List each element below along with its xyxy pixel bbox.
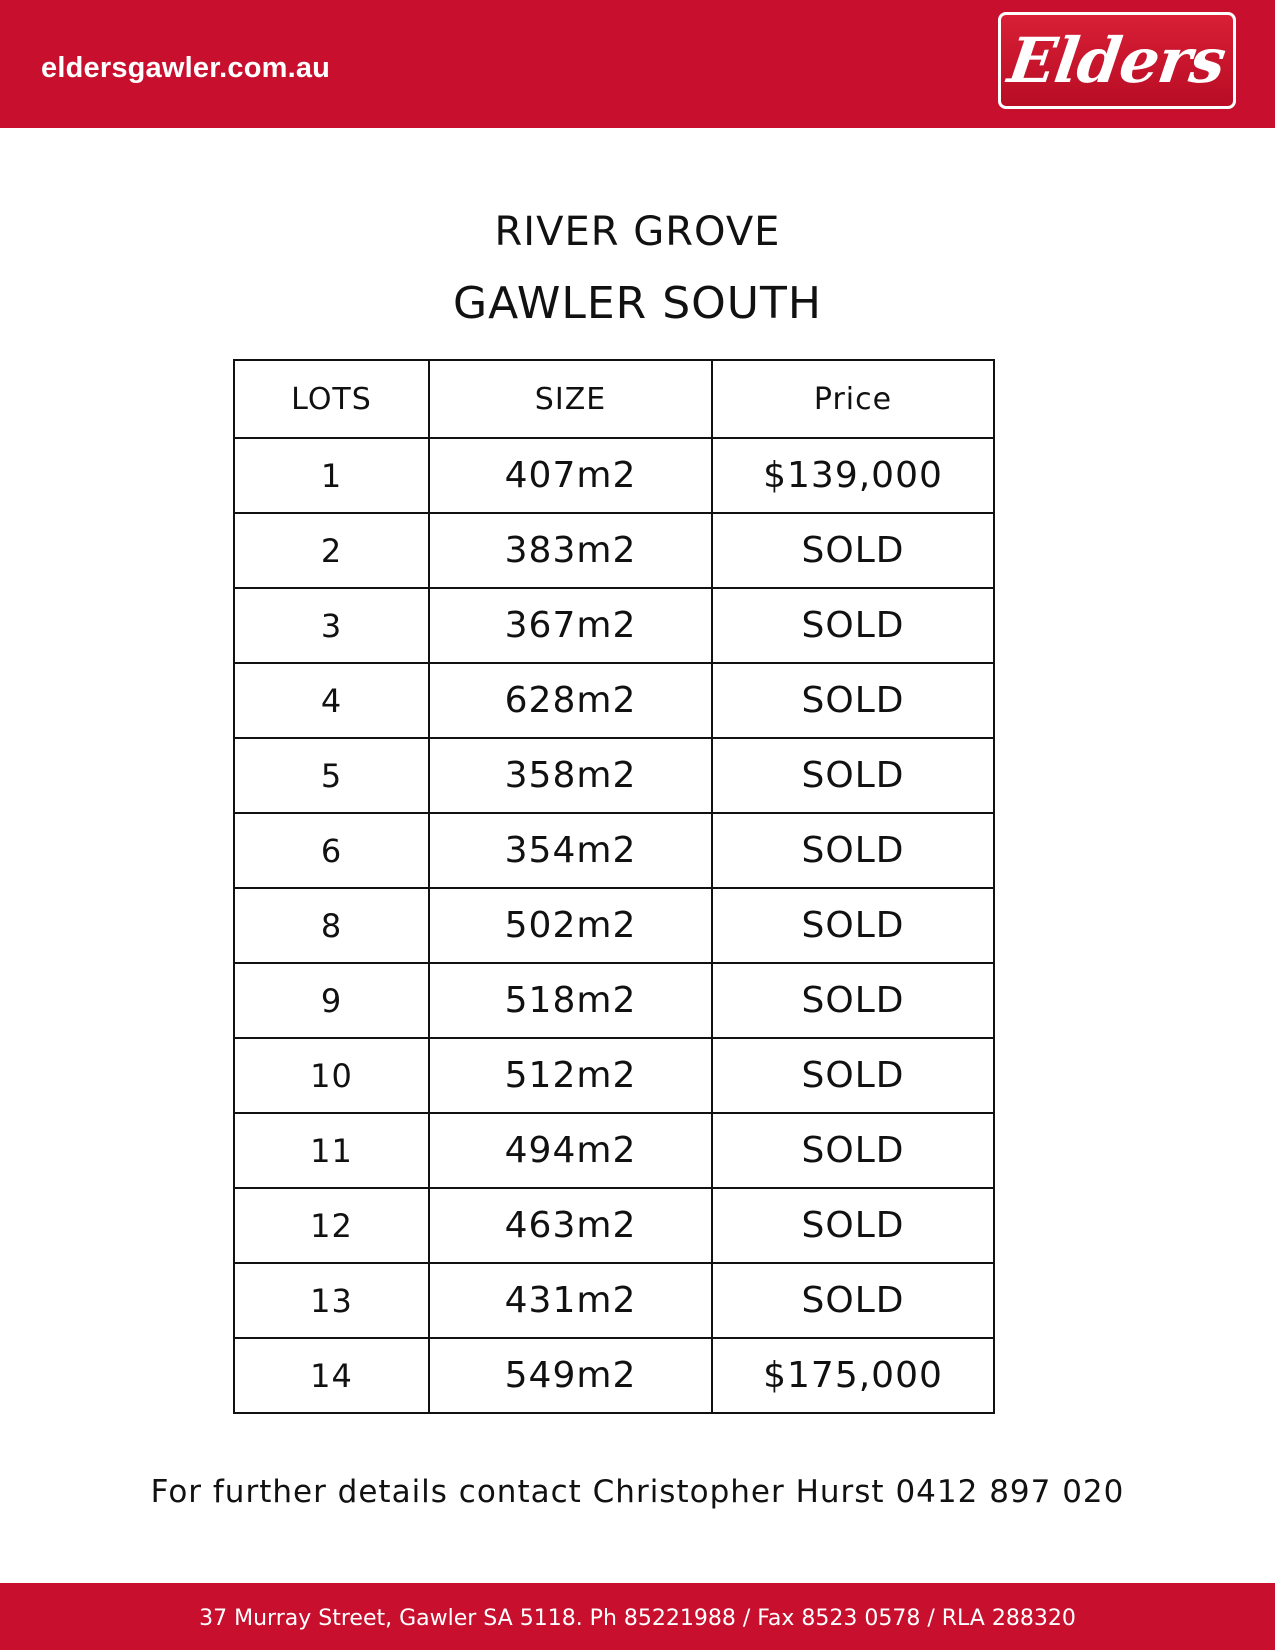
lot-number: 6 (234, 813, 429, 888)
table-row (234, 813, 994, 888)
lot-size: 431m2 (429, 1263, 712, 1338)
lot-number: 5 (234, 738, 429, 813)
table-row (234, 963, 994, 1038)
table-row (234, 1113, 994, 1188)
table-row (234, 513, 994, 588)
lot-size: 518m2 (429, 963, 712, 1038)
lots-table (233, 359, 995, 1414)
lot-number: 11 (234, 1113, 429, 1188)
lot-price: SOLD (712, 1188, 994, 1263)
table-row (234, 888, 994, 963)
table-row (234, 1188, 994, 1263)
lot-price: SOLD (712, 813, 994, 888)
suburb-title: GAWLER SOUTH (453, 278, 822, 329)
lot-number: 12 (234, 1188, 429, 1263)
lot-price: SOLD (712, 888, 994, 963)
lot-number: 1 (234, 438, 429, 513)
lot-number: 10 (234, 1038, 429, 1113)
column-header-size: SIZE (429, 360, 712, 438)
table-row (234, 738, 994, 813)
table-row (234, 663, 994, 738)
table-row (234, 1338, 994, 1413)
logo-wordmark: Elders (1004, 23, 1230, 97)
lots-table-body (234, 438, 994, 1413)
lot-number: 3 (234, 588, 429, 663)
table-row (234, 1038, 994, 1113)
lot-number: 13 (234, 1263, 429, 1338)
lot-size: 463m2 (429, 1188, 712, 1263)
lot-number: 14 (234, 1338, 429, 1413)
lot-price: SOLD (712, 738, 994, 813)
lot-price: $175,000 (712, 1338, 994, 1413)
lot-size: 367m2 (429, 588, 712, 663)
lot-size: 354m2 (429, 813, 712, 888)
lot-price: SOLD (712, 663, 994, 738)
lot-size: 358m2 (429, 738, 712, 813)
lot-price: SOLD (712, 1113, 994, 1188)
lot-number: 8 (234, 888, 429, 963)
website-url[interactable]: eldersgawler.com.au (41, 52, 331, 84)
lot-size: 512m2 (429, 1038, 712, 1113)
lot-number: 2 (234, 513, 429, 588)
table-header-row (234, 360, 994, 438)
column-header-lots: LOTS (234, 360, 429, 438)
lot-size: 383m2 (429, 513, 712, 588)
elders-logo (998, 12, 1236, 109)
table-row (234, 438, 994, 513)
lot-size: 494m2 (429, 1113, 712, 1188)
footer-address: 37 Murray Street, Gawler SA 5118. Ph 85221988 / Fax 8523 0578 / RLA 288320 (199, 1606, 1076, 1631)
lot-price: $139,000 (712, 438, 994, 513)
table-row (234, 588, 994, 663)
lot-price: SOLD (712, 1038, 994, 1113)
development-title: RIVER GROVE (494, 209, 781, 255)
table-row (234, 1263, 994, 1338)
lot-number: 4 (234, 663, 429, 738)
lot-size: 502m2 (429, 888, 712, 963)
lot-number: 9 (234, 963, 429, 1038)
lot-size: 549m2 (429, 1338, 712, 1413)
contact-line: For further details contact Christopher Hurst 0412 897 020 (150, 1474, 1125, 1510)
lot-price: SOLD (712, 513, 994, 588)
column-header-price: Price (712, 360, 994, 438)
lot-price: SOLD (712, 1263, 994, 1338)
lot-size: 628m2 (429, 663, 712, 738)
lot-price: SOLD (712, 963, 994, 1038)
lot-price: SOLD (712, 588, 994, 663)
lot-size: 407m2 (429, 438, 712, 513)
